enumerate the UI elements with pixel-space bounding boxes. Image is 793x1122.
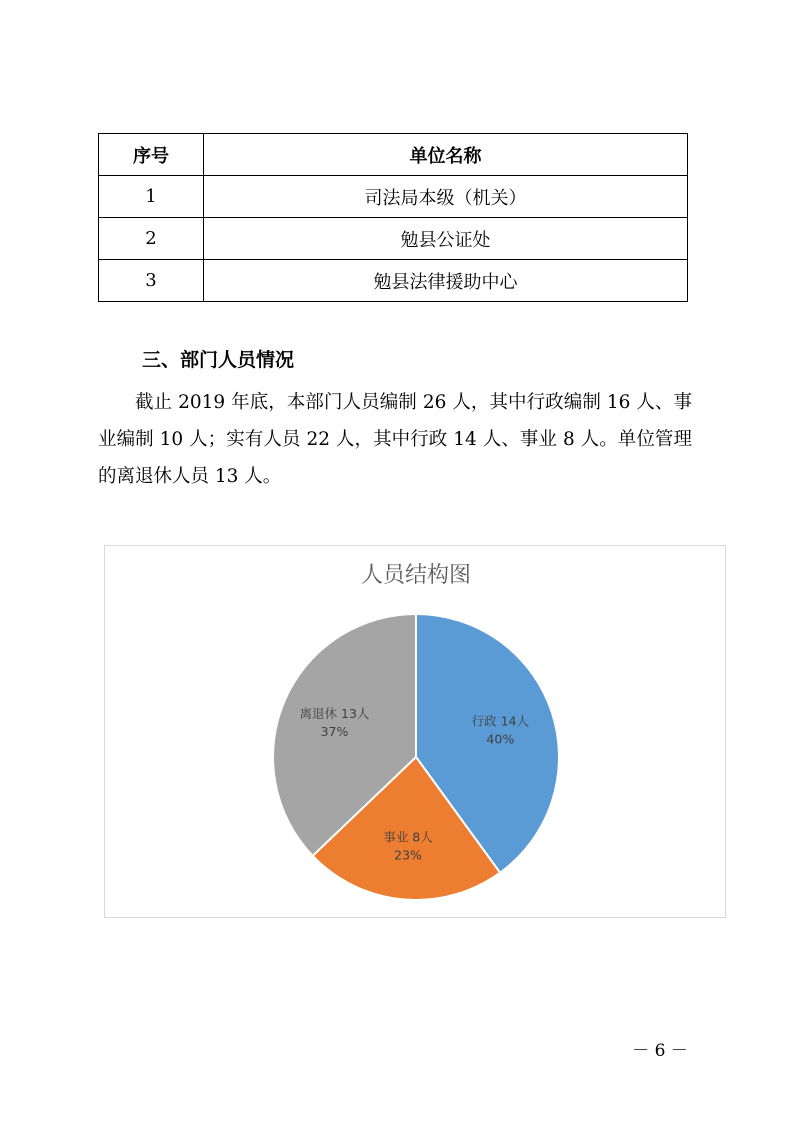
- section-heading: 三、部门人员情况: [142, 349, 295, 371]
- pie-chart: [104, 545, 726, 918]
- row-index: 3: [99, 260, 204, 302]
- slice-name-label: 行政 14人: [471, 713, 530, 729]
- units-table: [98, 133, 688, 302]
- slice-percent-label: 40%: [486, 731, 515, 747]
- slice-name-label: 离退休 13人: [299, 706, 370, 722]
- row-index: 2: [99, 218, 204, 260]
- header-index: 序号: [99, 134, 204, 176]
- slice-percent-label: 37%: [320, 724, 349, 740]
- chart-title: 人员结构图: [360, 563, 472, 588]
- slice-name-label: 事业 8人: [383, 829, 433, 845]
- row-index: 1: [99, 176, 204, 218]
- row-unit-name: 勉县法律援助中心: [204, 260, 688, 302]
- table-row: [99, 218, 688, 260]
- table-row: [99, 176, 688, 218]
- table-header-row: [99, 134, 688, 176]
- staffing-paragraph: 截止 2019 年底，本部门人员编制 26 人，其中行政编制 16 人、事业编制 10 人；实有人员 22 人，其中行政 14 人、事业 8 人。单位管理的离退休人员 13 人。: [98, 392, 692, 487]
- header-unit-name: 单位名称: [204, 134, 688, 176]
- table-row: [99, 260, 688, 302]
- page-number: － 6 －: [632, 1041, 688, 1061]
- pie-chart-svg: [105, 546, 727, 919]
- row-unit-name: 勉县公证处: [204, 218, 688, 260]
- row-unit-name: 司法局本级（机关）: [204, 176, 688, 218]
- slice-percent-label: 23%: [394, 847, 422, 863]
